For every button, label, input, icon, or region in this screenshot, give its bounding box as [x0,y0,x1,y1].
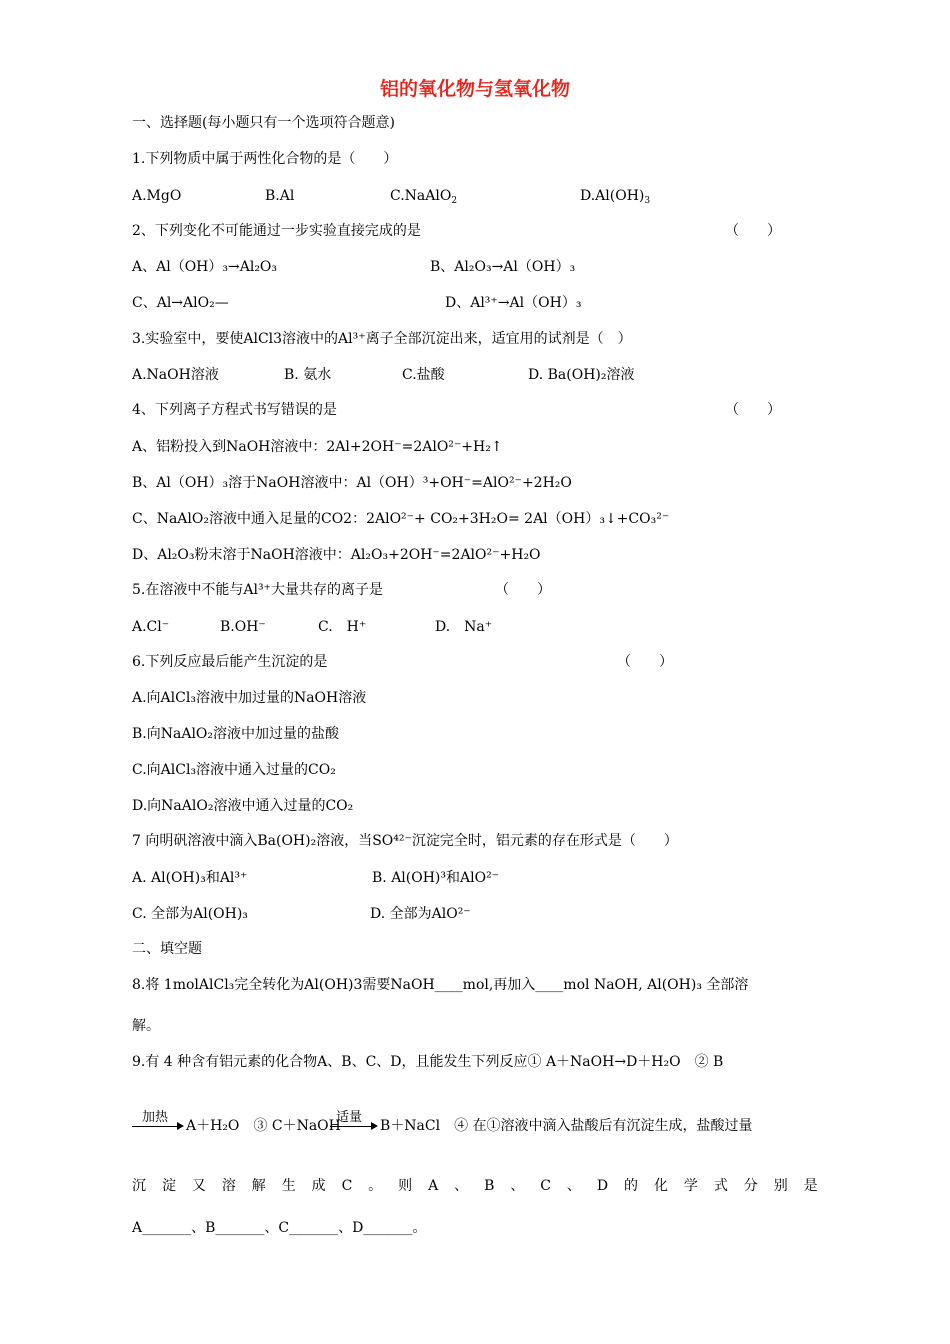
q9-char: 、 [510,1178,525,1194]
q9-char: 溶 [221,1178,236,1194]
q6-answer-paren: （ ） [617,654,673,670]
q5-option-c: C. H⁺ [318,619,367,635]
q7-option-b: B. Al(OH)³和AlO²⁻ [372,870,500,886]
q7-option-c: C. 全部为Al(OH)₃ [132,906,248,922]
q9-char: C [341,1178,353,1194]
q9-char: 沉 [132,1178,146,1194]
q1-option-b: B.Al [265,188,295,204]
question-8-line-1: 8.将 1molAlCl₃完全转化为Al(OH)3需要NaOH____mol,再加入____mol NaOH, Al(OH)₃ 全部溶 [132,977,749,993]
q5-option-b: B.OH⁻ [220,619,266,635]
section-heading-fill: 二、填空题 [132,941,202,957]
q9-char: 的 [624,1178,639,1194]
q4-option-d: D、Al₂O₃粉末溶于NaOH溶液中：Al₂O₃+2OH⁻=2AlO²⁻+H₂O [132,547,541,563]
q9-char: 淀 [161,1178,176,1194]
heating-condition-label: 加热 [142,1110,169,1125]
q9-char: 是 [803,1178,818,1194]
question-7-stem: 7 向明矾溶液中滴入Ba(OH)₂溶液，当SO⁴²⁻沉淀完全时，铝元素的存在形式是（ ） [132,833,678,849]
q4-option-a: A、铝粉投入到NaOH溶液中：2Al+2OH⁻=2AlO²⁻+H₂↑ [132,439,503,455]
q2-answer-paren: （ ） [725,223,781,239]
q4-option-c: C、NaAlO₂溶液中通入足量的CO2：2AlO²⁻+ CO₂+3H₂O= 2Al（OH）₃↓+CO₃²⁻ [132,511,670,527]
question-6-stem: 6.下列反应最后能产生沉淀的是 [132,654,328,670]
section-heading-choice: 一、选择题(每小题只有一个选项符合题意) [132,115,395,131]
q2-option-a: A、Al（OH）₃→Al₂O₃ [132,259,278,275]
q9-char: 别 [773,1178,788,1194]
question-9-line-1: 9.有 4 种含有铝元素的化合物A、B、C、D，且能发生下列反应① A＋NaOH→D＋H₂O ② B [132,1054,724,1070]
q5-option-d: D. Na⁺ [435,619,493,635]
q5-answer-paren: （ ） [495,582,551,598]
appropriate-amount-label: 适量 [336,1110,363,1125]
q9-char: 又 [191,1178,206,1194]
q3-option-c: C.盐酸 [402,367,445,383]
question-5-stem: 5.在溶液中不能与Al³⁺大量共存的离子是 [132,582,383,598]
q1-option-c: C.NaAlO$_2$ [390,188,458,206]
q9-char: 则 [398,1178,413,1194]
q9-char: 成 [311,1178,326,1194]
question-9-line-3 [132,1176,818,1196]
q1-option-a: A.MgO [132,188,182,204]
q5-option-a: A.Cl⁻ [132,619,170,635]
reaction-arrow-heating [132,1126,182,1127]
q6-option-a: A.向AlCl₃溶液中加过量的NaOH溶液 [132,690,367,706]
q9-char: 化 [653,1178,668,1194]
q9-char: 解 [251,1178,266,1194]
q9-char: 、 [566,1178,581,1194]
q9-char: 生 [281,1178,296,1194]
q1-option-d: $D.Al(OH)_3$ [580,188,651,206]
q9-char: B [484,1178,495,1194]
q9-char: 分 [743,1178,758,1194]
q6-option-c: C.向AlCl₃溶液中通入过量的CO₂ [132,762,336,778]
question-3-stem: 3.实验室中，要使AlCl3溶液中的Al³⁺离子全部沉淀出来，适宜用的试剂是（ ） [132,331,632,347]
page-title: 铝的氧化物与氢氧化物 [379,78,570,100]
q9-char: C [540,1178,551,1194]
question-9-segment-2: B＋NaCl ④ 在①溶液中滴入盐酸后有沉淀生成，盐酸过量 [380,1118,753,1134]
q6-option-b: B.向NaAlO₂溶液中加过量的盐酸 [132,726,340,742]
q3-option-d: D. Ba(OH)₂溶液 [528,367,635,383]
q3-option-b: B. 氨水 [284,367,332,383]
q9-char: 式 [713,1178,728,1194]
q4-answer-paren: （ ） [725,402,781,418]
q7-option-d: D. 全部为AlO²⁻ [370,906,471,922]
q9-char: D [596,1178,609,1194]
q2-option-c: C、Al→AlO₂— [132,295,229,311]
q9-char: 学 [683,1178,698,1194]
reaction-arrow-appropriate [330,1126,376,1127]
q6-option-d: D.向NaAlO₂溶液中通入过量的CO₂ [132,798,354,814]
q4-option-b: B、Al（OH）₃溶于NaOH溶液中：Al（OH）³+OH⁻=AlO²⁻+2H₂O [132,475,572,491]
question-4-stem: 4、下列离子方程式书写错误的是 [132,402,337,418]
question-9-answer-blanks: A_______、B_______、C_______、D_______。 [132,1220,427,1236]
question-1-stem: 1.下列物质中属于两性化合物的是（ ） [132,151,398,167]
question-9-segment-1: A＋H₂O ③ C＋NaOH [186,1118,341,1134]
q9-char: 。 [368,1178,383,1194]
q2-option-d: D、Al³⁺→Al（OH）₃ [445,295,582,311]
q9-char: A [428,1178,439,1194]
q2-option-b: B、Al₂O₃→Al（OH）₃ [430,259,576,275]
q9-char: 、 [454,1178,469,1194]
question-2-stem: 2、下列变化不可能通过一步实验直接完成的是 [132,223,421,239]
question-8-line-2: 解。 [132,1018,160,1034]
q3-option-a: A.NaOH溶液 [132,367,219,383]
q7-option-a: A. Al(OH)₃和Al³⁺ [132,870,248,886]
